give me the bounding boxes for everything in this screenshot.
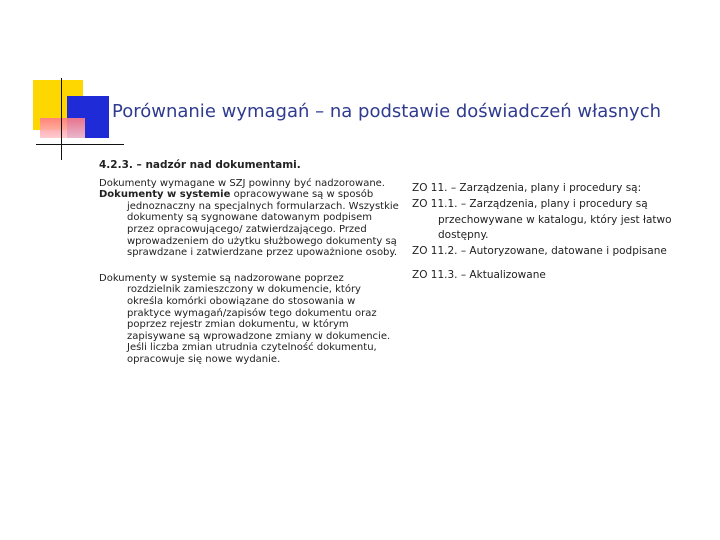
decorative-vertical-line [61, 78, 62, 160]
decorative-horizontal-line [36, 144, 124, 145]
right-column [412, 181, 702, 284]
slide-title: Porównanie wymagań – na podstawie doświadczeń własnych [112, 101, 662, 122]
paragraph-supervision: Dokumenty w systemie są nadzorowane poprzez rozdzielnik zamieszczony w dokumencie, który określa komórki obowiązane do stosowania w praktyce wymagań/zapisów tego dokumentu oraz poprzez rejestr zmian dokumentu, w którym zapisywane są wprowadzone zmiany w dokumencie. Jeśli liczba zmian utrudnia czytelność dokumentu, opracowuje się nowe wydanie. [99, 272, 391, 365]
list-item: ZO 11.3. – Aktualizowane [412, 268, 546, 281]
left-column [99, 160, 399, 366]
list-item: ZO 11. – Zarządzenia, plany i procedury są: [412, 182, 642, 194]
paragraph-system-documents [99, 189, 399, 259]
decorative-red-bar [40, 118, 85, 138]
list-item: ZO 11.2. – Autoryzowane, datowane i podpisane [412, 245, 667, 258]
list-item: ZO 11.1. – Zarządzenia, plany i procedury są przechowywane w katalogu, który jest łatwo dostępny. [412, 197, 672, 242]
section-heading: 4.2.3. – nadzór nad dokumentami. [99, 159, 301, 171]
paragraph-text: opracowywane są w sposób jednoznaczny na specjalnych formularzach. Wszystkie dokumenty są sygnowane datowanym podpisem przez opracowującego/ zatwierdzającego. Przed wprowadzeniem do użytku służbowego dokumenty są sprawdzane i zatwierdzane przez upoważnione osoby. [127, 189, 399, 259]
bold-lead: Dokumenty w systemie [99, 189, 231, 201]
paragraph-requirement: Dokumenty wymagane w SZJ powinny być nadzorowane. [99, 177, 385, 189]
